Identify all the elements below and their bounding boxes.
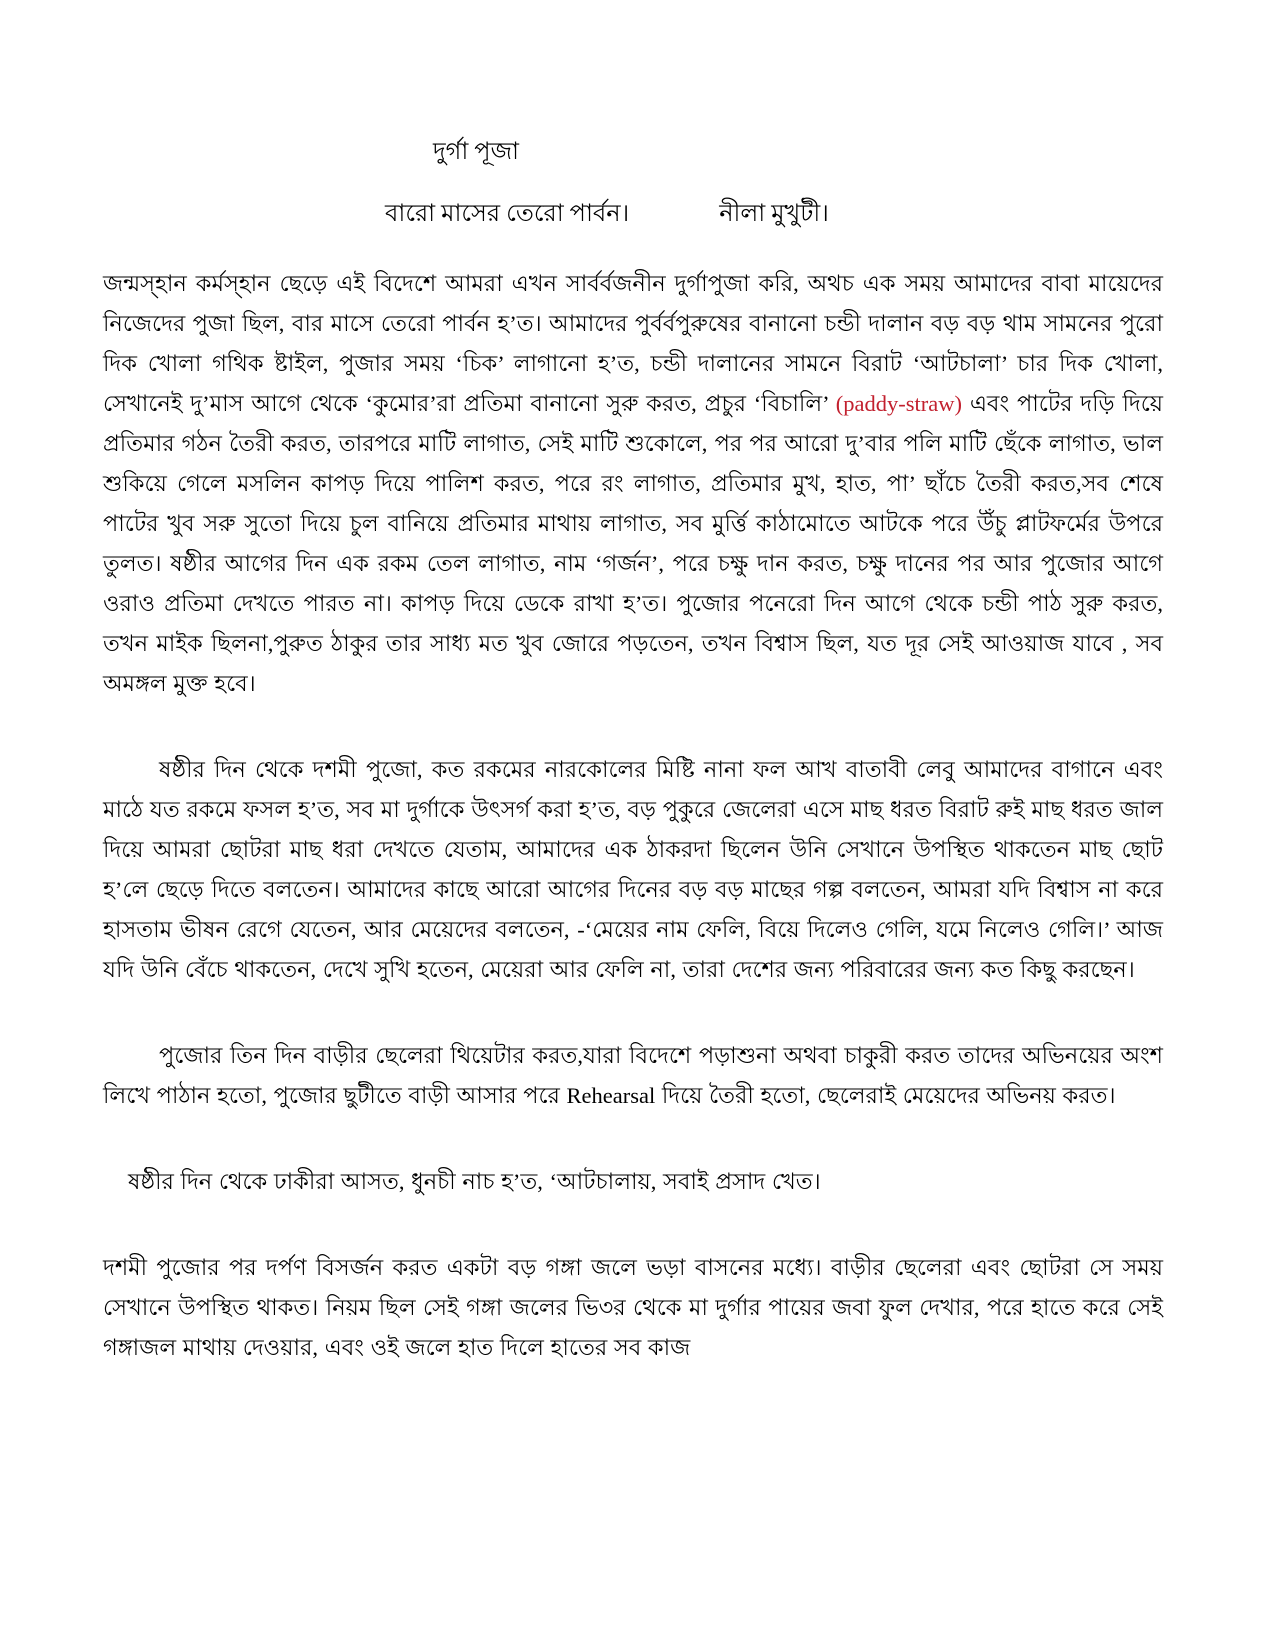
paragraph-2: ষষ্ঠীর দিন থেকে দশমী পুজো, কত রকমের নারকোলের মিষ্টি নানা ফল আখ বাতাবী লেবু আমাদের বাগানে এবং মাঠে যত রকমে ফসল হ’ত, সব মা দুর্গাকে উৎসর্গ করা হ’ত, বড় পুকুরে জেলেরা এসে মাছ ধরত বিরাট রুই মাছ ধরত জাল দিয়ে আমরা ছোটরা মাছ ধরা দেখতে যেতাম, আমাদের এক ঠাকরদা ছিলেন উনি সেখানে উপস্থিত থাকতেন মাছ ছোট হ’লে ছেড়ে দিতে বলতেন। আমাদের কাছে আরো আগের দিনের বড় বড় মাছের গল্প বলতেন, আমরা যদি বিশ্বাস না করে হাসতাম ভীষন রেগে যেতেন, আর মেয়েদের বলতেন, -‘মেয়ের নাম ফেলি, বিয়ে দিলেও গেলি, যমে নিলেও গেলি।’ আজ যদি উনি বেঁচে থাকতেন, দেখে সুখি হতেন, মেয়েরা আর ফেলি না, তারা দেশের জন্য পরিবারের জন্য কত কিছু করছেন।	[103, 757, 1163, 982]
paragraph-1-red-annotation: (paddy-straw)	[835, 391, 962, 416]
paragraph-5: দশমী পুজোর পর দর্পণ বিসর্জন করত একটা বড় গঙ্গা জলে ভড়া বাসনের মধ্যে। বাড়ীর ছেলেরা এবং ছোটরা সে সময় সেখানে উপস্থিত থাকত। নিয়ম ছিল সেই গঙ্গা জলের ভি৩র থেকে মা দুর্গার পায়ের জবা ফুল দেখার, পরে হাতে করে সেই গঙ্গাজল মাথায় দেওয়ার, এবং ওই জলে হাত দিলে হাতের সব কাজ	[103, 1255, 1164, 1360]
page-title: দুর্গা পূজা	[433, 139, 520, 165]
paragraph-1	[103, 264, 1163, 704]
paragraph-1-text-before: জন্মস্হান কর্মস্হান ছেড়ে এই বিদেশে আমরা এখন সার্বর্বজনীন দুর্গাপুজা করি, অথচ এক সময় আমাদের বাবা মায়েদের নিজেদের পুজা ছিল, বার মাসে তেরো পার্বন হ’ত। আমাদের পুর্বর্বপুরুষের বানানো চন্ডী দালান বড় বড় থাম সামনের পুরো দিক খোলা গথিক ষ্টাইল, পুজার সময় ‘চিক’ লাগানো হ’ত, চন্ডী দালানের সামনে বিরাট ‘আটচালা’ চার দিক খোলা, সেখানেই দু’মাস আগে থেকে ‘কুমোর’রা প্রতিমা বানানো সুরু করত, প্রচুর ‘বিচালি’	[103, 271, 1163, 416]
byline-row	[103, 194, 1163, 234]
byline-author-name: নীলা মুখুটী।	[719, 201, 829, 227]
document-body	[103, 264, 1163, 1368]
paragraph-3: পুজোর তিন দিন বাড়ীর ছেলেরা থিয়েটার করত,যারা বিদেশে পড়াশুনা অথবা চাকুরী করত তাদের অভিনয়ের অংশ লিখে পাঠান হতো, পুজোর ছুটীতে বাড়ী আসার পরে Rehearsal দিয়ে তৈরী হতো, ছেলেরাই মেয়েদের অভিনয় করত।	[103, 1043, 1163, 1108]
paragraph-4: ষষ্ঠীর দিন থেকে ঢাকীরা আসত, ধুনচী নাচ হ’ত, ‘আটচালায়, সবাই প্রসাদ খেত।	[128, 1169, 821, 1194]
paragraph-1-text-after: এবং পাটের দড়ি দিয়ে প্রতিমার গঠন তৈরী করত, তারপরে মাটি লাগাত, সেই মাটি শুকোলে, পর পর আরো দু’বার পলি মাটি ছেঁকে লাগাত, ভাল শুকিয়ে গেলে মসলিন কাপড় দিয়ে পালিশ করত, পরে রং লাগাত, প্রতিমার মুখ, হাত, পা’ ছাঁচে তৈরী করত,সব শেষে পাটের খুব সরু সুতো দিয়ে চুল বানিয়ে প্রতিমার মাথায় লাগাত, সব মুর্ত্তি কাঠামোতে আটকে পরে উঁচু প্লাটফর্মের উপরে তুলত। ষষ্ঠীর আগের দিন এক রকম তেল লাগাত, নাম ‘গর্জন’, পরে চক্ষু দান করত, চক্ষু দানের পর আর পুজোর আগে ওরাও প্রতিমা দেখতে পারত না। কাপড় দিয়ে ডেকে রাখা হ’ত। পুজোর পনেরো দিন আগে থেকে চন্ডী পাঠ সুরু করত, তখন মাইক ছিলনা,পুরুত ঠাকুর তার সাধ্য মত খুব জোরে পড়তেন, তখন বিশ্বাস ছিল, যত দূর সেই আওয়াজ যাবে , সব অমঙ্গল মুক্ত হবে।	[103, 391, 1164, 696]
byline-series-title: বারো মাসের তেরো পার্বন।	[385, 201, 630, 227]
